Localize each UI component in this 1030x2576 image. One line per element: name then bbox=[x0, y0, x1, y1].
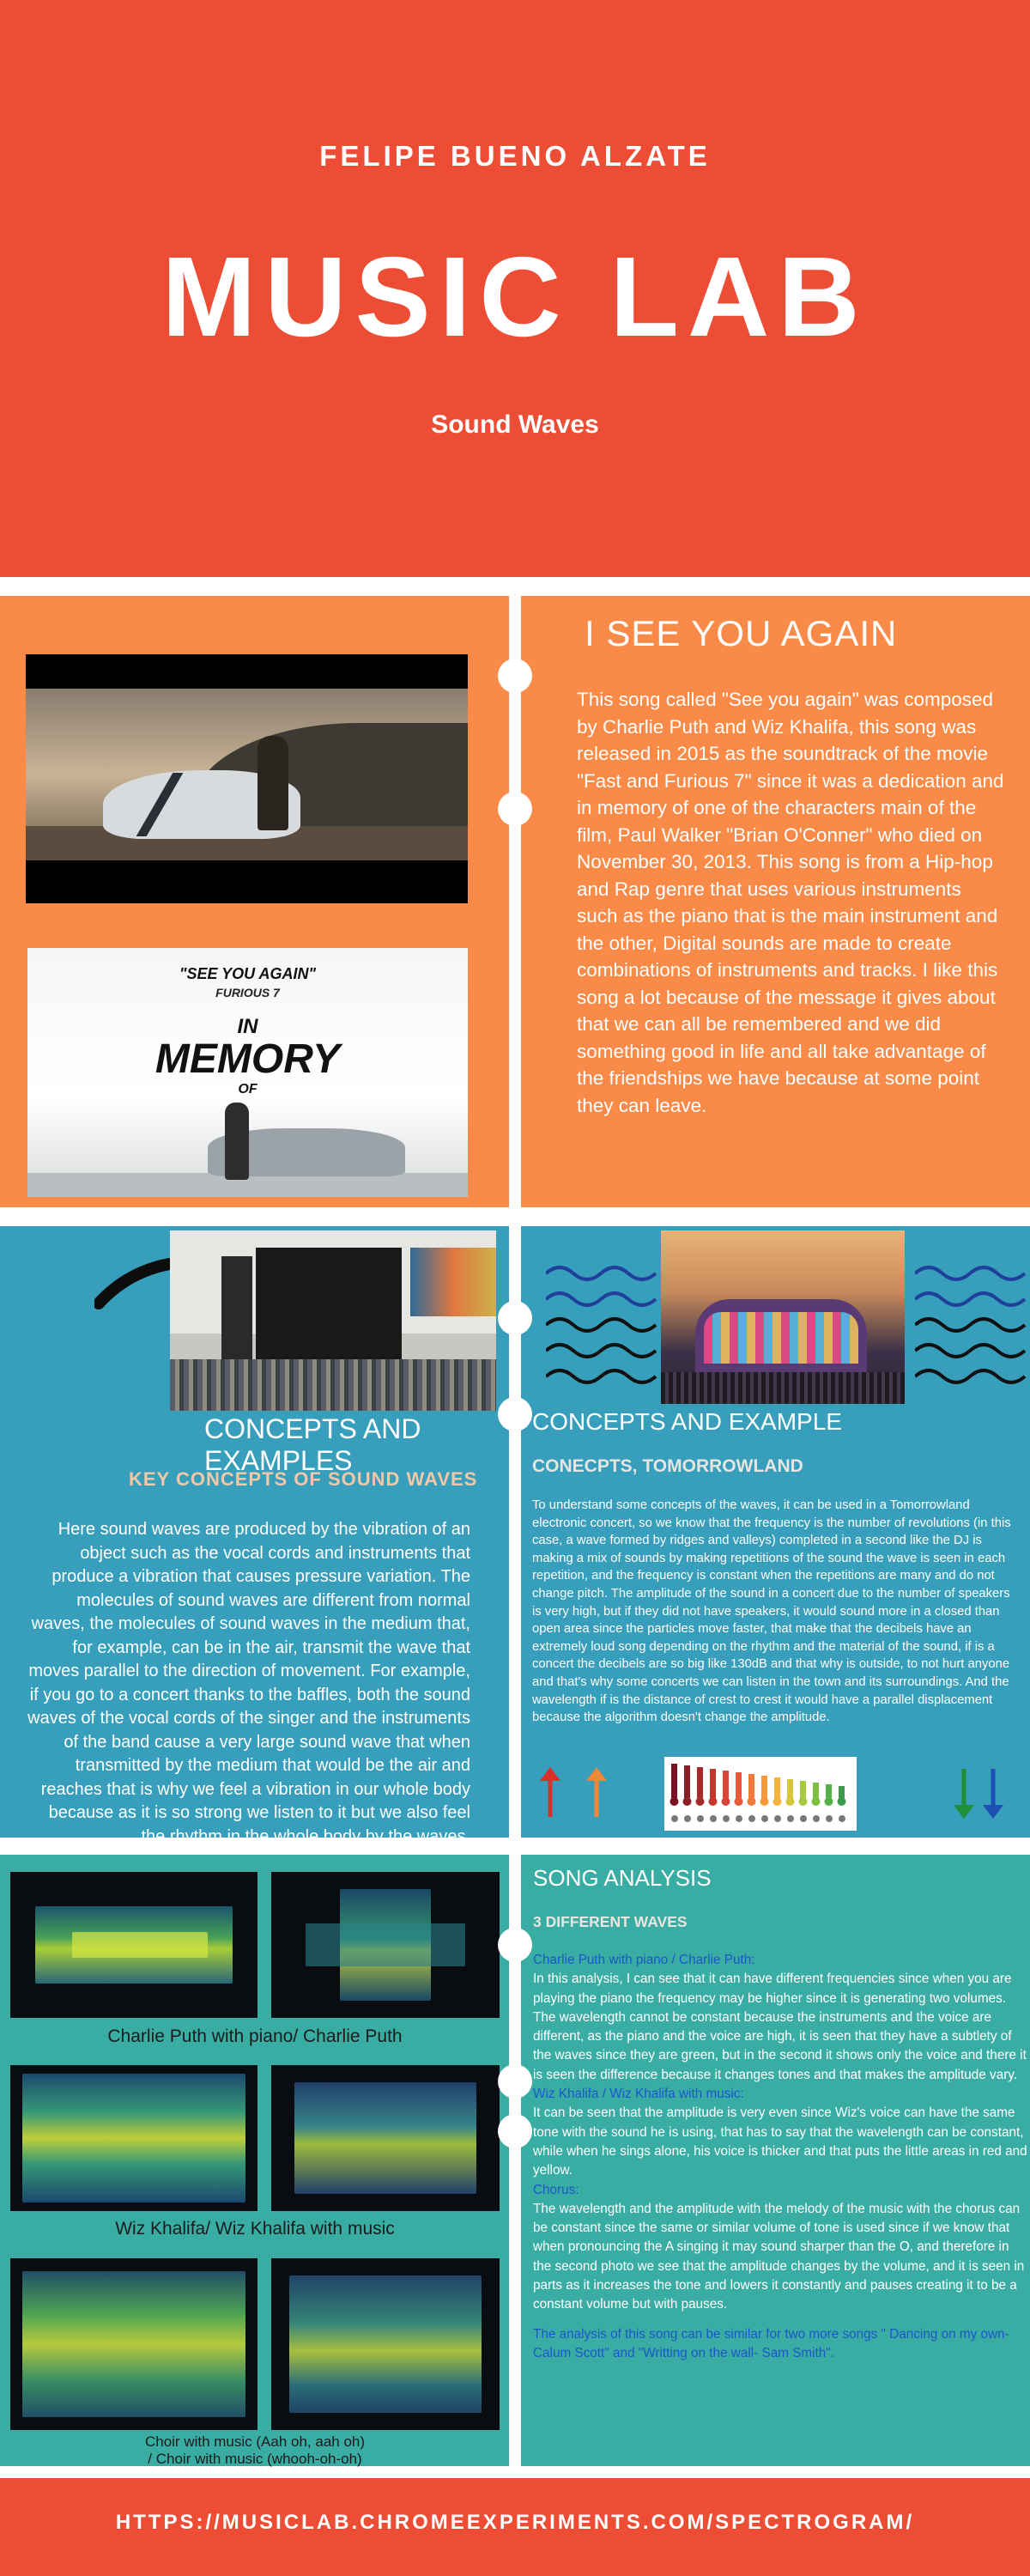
analysis-closing: The analysis of this song can be similar for two more songs " Dancing on my own- Calum Scott" and "Writting on the wall- Sam Smith". bbox=[533, 2326, 1009, 2360]
orange-up-arrow-icon bbox=[584, 1767, 609, 1819]
poster-of: OF bbox=[238, 1082, 258, 1097]
section3-heading: SONG ANALYSIS bbox=[533, 1865, 712, 1891]
header-banner bbox=[0, 0, 1030, 577]
section1-left-panel bbox=[0, 596, 510, 1207]
analysis-text-charlie: In this analysis, I can see that it can have different frequencies since when you are playing the piano the frequency may be higher since it is generating two volumes. The wavelength cannot be constant because the instruments and the voice are different, as the piano and the voice are high, it is seen that they have a subtlety of the waves since they are green, but in the second it shows only the voice and there it is seen the difference because it changes tones and that makes the amplitude vary. bbox=[533, 1971, 1027, 2082]
section1-text: This song called "See you again" was composed by Charlie Puth and Wiz Khalifa, this song was released in 2015 as the soundtrack of the movie "Fast and Furious 7" since it was a dedication and in memory of one of the characters main of the film, Paul Walker "Brian O'Conner" who died on November 30, 2013. This song is from a Hip-hop and Rap genre that uses various instruments such as the piano that is the main instrument and the other, Digital sounds are made to create combinations of instruments and tracks. I like this song a lot because of the message it gives about that we can all be remembered and we did something good in life and all take advantage of the friendships we have because at some point they can leave. bbox=[577, 689, 1004, 1116]
section2-left-text: Here sound waves are produced by the vibration of an object such as the vocal cords and instruments that produce a vibration that causes pressure variation. The molecules of sound waves are different from normal waves, the molecules of sound waves in the medium that, for example, can be in the air, transmit the wave that moves parallel to the direction of movement. For example, if you go to a concert thanks to the baffles, both the sound waves of the vocal cords of the singer and the instruments of the band cause a very large sound wave that when transmitted by the medium that would be the air and reaches that is why we feel a vibration in our whole body because as it is so strong we listen to it but we also feel the rhythm in the whole body by the waves. bbox=[27, 1520, 470, 1846]
car-sunset-photo bbox=[26, 654, 468, 903]
section3-right-panel bbox=[520, 1855, 1030, 2466]
analysis-text-chorus: The wavelength and the amplitude with the melody of the music with the chorus can be constant since the same or similar volume of tone is used since if we know that when pronouncing the A singing it may sound sharper than the O, and therefore in the second photo we see that the amplitude changes by the volume, and it is seen in parts as it increases the tone and lowers it constantly and pauses creating it to be a constant volume but with pauses. bbox=[533, 2201, 1025, 2312]
poster-memory: MEMORY bbox=[154, 1036, 341, 1082]
section2-left-heading: CONCEPTS AND EXAMPLES bbox=[204, 1413, 421, 1476]
poster-in: IN bbox=[237, 1015, 258, 1038]
green-down-arrow-icon bbox=[951, 1767, 977, 1819]
page-title: MUSIC LAB bbox=[161, 234, 869, 360]
timeline-dot bbox=[498, 2114, 532, 2148]
timeline-divider bbox=[509, 577, 521, 2478]
page-subtitle: Sound Waves bbox=[431, 410, 599, 439]
spectrogram-label-3a: Choir with music (Aah oh, aah oh) bbox=[144, 2433, 366, 2450]
analysis-title-charlie: Charlie Puth with piano / Charlie Puth: bbox=[533, 1953, 755, 1967]
song-analysis-body bbox=[533, 1951, 1028, 2363]
section3-subheading: 3 DIFFERENT WAVES bbox=[533, 1913, 688, 1930]
timeline-dot bbox=[498, 1397, 532, 1431]
poster-song-title: "SEE YOU AGAIN" bbox=[179, 965, 317, 982]
spectrogram-choir-whooh bbox=[271, 2258, 500, 2430]
section3-left-panel bbox=[0, 1855, 510, 2466]
footer-url-link[interactable]: HTTPS://MUSICLAB.CHROMEEXPERIMENTS.COM/SPECTROGRAM/ bbox=[115, 2511, 915, 2534]
wave-lines-right-icon bbox=[915, 1261, 1027, 1389]
analysis-title-chorus: Chorus: bbox=[533, 2182, 579, 2197]
red-up-arrow-icon bbox=[537, 1767, 563, 1819]
wave-lines-left-icon bbox=[546, 1261, 657, 1389]
analysis-text-wiz: It can be seen that the amplitude is very even since Wiz's voice can have the same tone with the sound he is using, that has to say that the wavelength can be constant, while when he sings alone, his voice is thicker and that puts the little areas in red and yellow. bbox=[533, 2105, 1027, 2178]
section2-right-subheading: CONECPTS, TOMORROWLAND bbox=[532, 1456, 803, 1476]
section2-right-text: To understand some concepts of the waves, it can be used in a Tomorrowland electronic concert, so we know that the frequency is the number of revolutions (in this case, a wave formed by ridges and valleys) completed in a second like the DJ is making a mix of sounds by making repetitions of the sound the wave is seen in each repetition, and the frequency is constant when the repetitions are many and do not change pitch. The amplitude of the sound in a concert due to the number of speakers is very high, but if they did not have speakers, it would sound more in a closed than open area since the particles move faster, that make that the decibels have an extremely loud song depending on the rhythm and the material of the sound, if is a concert the decibels are so big like 130dB and that why is outside, to not hurt anyone and that's why some concerts we can listen in the town and its surroundings. And the wavelength if is the distance of crest to crest it would have a parallel displacement because the algorithm doesn't change the amplitude. bbox=[532, 1498, 1011, 1725]
spectrogram-charlie-piano bbox=[10, 1872, 258, 2018]
decibel-scale-illustration bbox=[664, 1757, 857, 1831]
timeline-dot bbox=[498, 2064, 532, 2099]
in-memory-poster bbox=[27, 948, 468, 1197]
timeline-dot bbox=[498, 659, 532, 693]
timeline-dot bbox=[498, 1928, 532, 1962]
analysis-title-wiz: Wiz Khalifa / Wiz Khalifa with music: bbox=[533, 2087, 744, 2102]
footer-banner bbox=[0, 2478, 1030, 2576]
spectrogram-label-3b: / Choir with music (whooh-oh-oh) bbox=[148, 2451, 362, 2467]
author-name: FELIPE BUENO ALZATE bbox=[319, 140, 711, 172]
poster-film-title: FURIOUS 7 bbox=[215, 986, 280, 999]
spectrogram-wiz-music bbox=[271, 2065, 500, 2211]
spectrogram-label-1: Charlie Puth with piano/ Charlie Puth bbox=[107, 2026, 403, 2046]
section2-left-panel bbox=[0, 1226, 510, 1846]
section1-heading: I SEE YOU AGAIN bbox=[585, 613, 898, 653]
timeline-dot bbox=[498, 1301, 532, 1335]
section1-right-panel bbox=[520, 596, 1030, 1207]
section2-right-panel bbox=[520, 1226, 1030, 1838]
section2-left-subheading: KEY CONCEPTS OF SOUND WAVES bbox=[129, 1468, 478, 1490]
spectrogram-charlie-voice bbox=[271, 1872, 500, 2018]
timeline-dot bbox=[498, 792, 532, 826]
section2-right-heading: CONCEPTS AND EXAMPLE bbox=[532, 1408, 842, 1435]
tomorrowland-photo bbox=[661, 1230, 905, 1404]
spectrogram-choir-aah bbox=[10, 2258, 258, 2430]
spectrogram-label-2: Wiz Khalifa/ Wiz Khalifa with music bbox=[115, 2219, 395, 2239]
spectrogram-wiz-voice bbox=[10, 2065, 258, 2211]
blue-down-arrow-icon bbox=[980, 1767, 1006, 1819]
concert-stage-photo bbox=[170, 1230, 496, 1411]
